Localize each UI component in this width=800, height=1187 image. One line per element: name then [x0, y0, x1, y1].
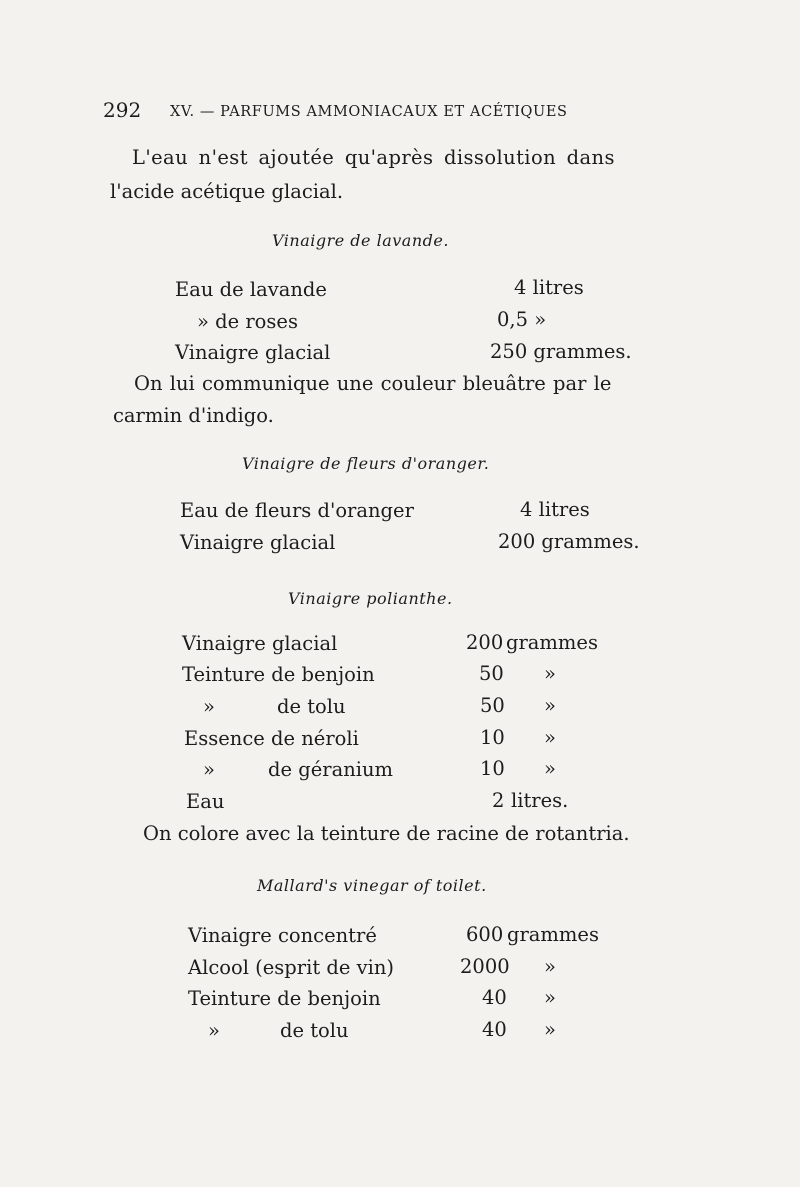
- ingredient-amount: 40: [482, 1018, 507, 1041]
- ingredient-quantity: 4 litres: [520, 498, 590, 521]
- ingredient-unit: »: [544, 986, 556, 1009]
- section-title-mallard: Mallard's vinegar of toilet.: [257, 876, 487, 895]
- ingredient-name: Eau: [186, 790, 225, 813]
- ingredient-quantity: 200 grammes.: [498, 530, 640, 553]
- ingredient-name: Vinaigre glacial: [175, 341, 331, 364]
- ingredient-name: Teinture de benjoin: [182, 663, 375, 686]
- ingredient-amount: 50: [479, 662, 504, 685]
- ingredient-name: Vinaigre concentré: [188, 924, 377, 947]
- ingredient-name: de géranium: [268, 758, 394, 781]
- ingredient-quantity: 250 grammes.: [490, 340, 632, 363]
- ingredient-name: Vinaigre glacial: [180, 531, 336, 554]
- ingredient-amount: 2000: [460, 955, 510, 978]
- ditto-mark: »: [208, 1019, 220, 1042]
- intro-line-1: L'eau n'est ajoutée qu'après dissolution dans: [132, 146, 615, 169]
- ingredient-unit: grammes: [506, 631, 598, 654]
- section-title-oranger: Vinaigre de fleurs d'oranger.: [242, 454, 490, 473]
- ingredient-unit: »: [544, 1018, 556, 1041]
- lavande-note-line-1: On lui communique une couleur bleuâtre par le: [134, 372, 612, 395]
- ingredient-name: de tolu: [280, 1019, 349, 1042]
- ingredient-name: Essence de néroli: [184, 727, 359, 750]
- ingredient-amount: 40: [482, 986, 507, 1009]
- ingredient-amount: 600: [466, 923, 504, 946]
- section-title-polianthe: Vinaigre polianthe.: [288, 589, 453, 608]
- ingredient-name: Teinture de benjoin: [188, 987, 381, 1010]
- ingredient-amount: 10: [480, 726, 505, 749]
- ingredient-quantity: 4 litres: [514, 276, 584, 299]
- ingredient-unit: »: [544, 757, 556, 780]
- ditto-mark: »: [203, 758, 215, 781]
- ingredient-unit: grammes: [507, 923, 599, 946]
- ingredient-name: Alcool (esprit de vin): [188, 956, 395, 979]
- ingredient-unit: »: [544, 726, 556, 749]
- intro-line-2: l'acide acétique glacial.: [110, 180, 344, 203]
- ingredient-quantity: 0,5 »: [497, 308, 547, 331]
- ingredient-unit: litres.: [511, 789, 569, 812]
- section-title-lavande: Vinaigre de lavande.: [272, 231, 449, 250]
- ingredient-name: Vinaigre glacial: [182, 632, 338, 655]
- ingredient-unit: »: [544, 955, 556, 978]
- lavande-note-line-2: carmin d'indigo.: [113, 404, 274, 427]
- ingredient-name: Eau de lavande: [175, 278, 327, 301]
- ingredient-unit: »: [544, 694, 556, 717]
- ingredient-unit: »: [544, 662, 556, 685]
- polianthe-note: On colore avec la teinture de racine de rotantria.: [143, 822, 630, 845]
- ingredient-amount: 10: [480, 757, 505, 780]
- running-title: XV. — PARFUMS AMMONIACAUX ET ACÉTIQUES: [170, 104, 568, 120]
- ingredient-amount: 50: [480, 694, 505, 717]
- ingredient-amount: 200: [466, 631, 504, 654]
- ingredient-name: Eau de fleurs d'oranger: [180, 499, 414, 522]
- ingredient-name: de tolu: [277, 695, 346, 718]
- ditto-mark: »: [203, 695, 215, 718]
- ingredient-name: » de roses: [197, 310, 298, 333]
- page-number: 292: [103, 98, 142, 122]
- ingredient-amount: 2: [492, 789, 505, 812]
